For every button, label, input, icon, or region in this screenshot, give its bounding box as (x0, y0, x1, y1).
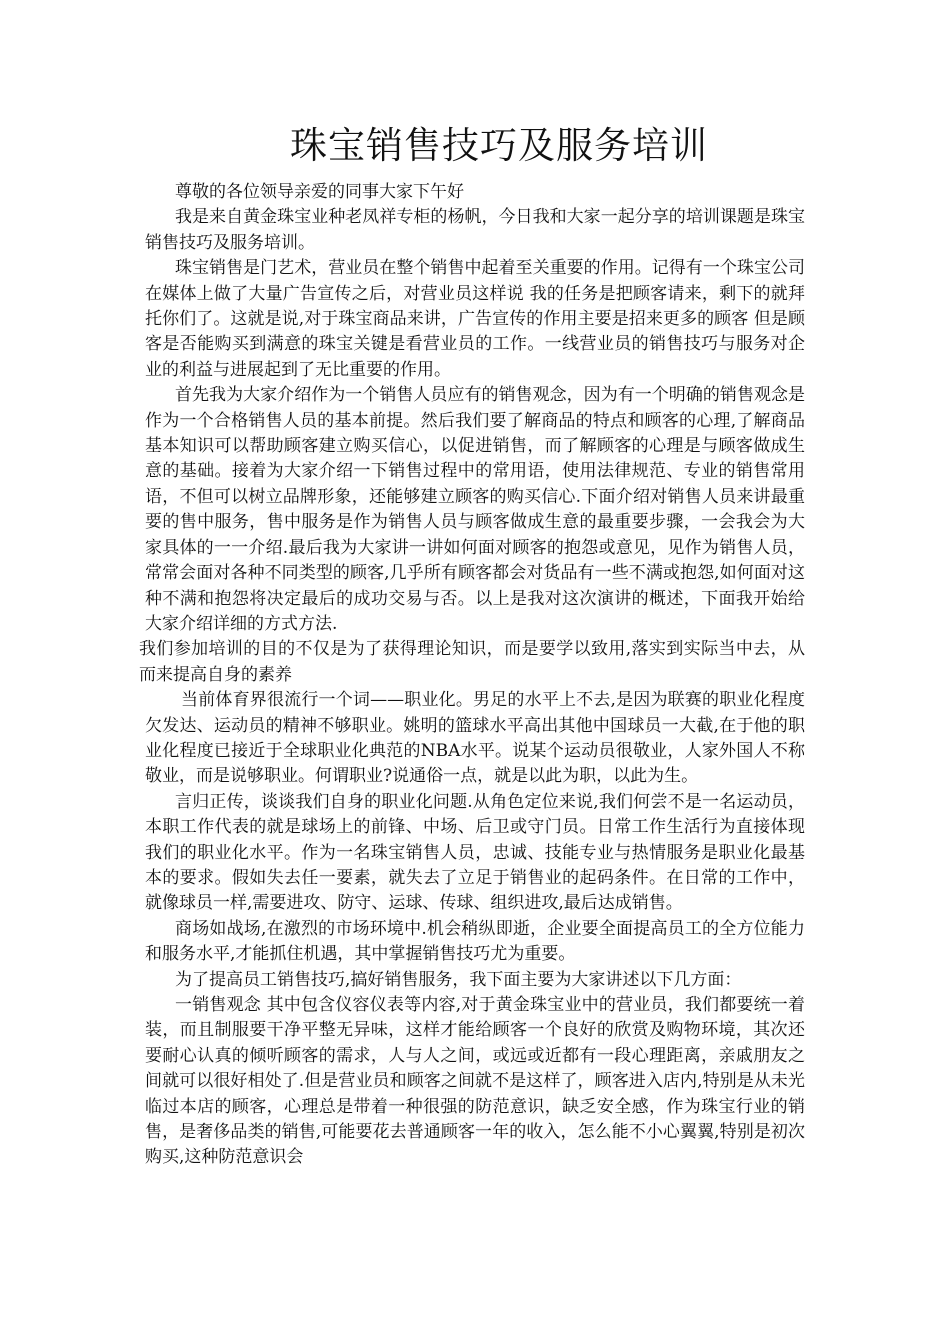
paragraph-introduction: 我是来自黄金珠宝业种老凤祥专柜的杨帆，今日我和大家一起分享的培训课题是珠宝销售技巧及服务培训。 (145, 207, 805, 253)
paragraph-professionalism: 当前体育界很流行一个词——职业化。男足的水平上不去,是因为联赛的职业化程度欠发达、运动员的精神不够职业。姚明的篮球水平高出其他中国球员一大截,在于他的职业化程度已接近于全球职业化典范的NBA水平。说某个运动员很敬业，人家外国人不称敬业，而是说够职业。何谓职业?说通俗一点，就是以此为职，以此为生。 (145, 690, 805, 787)
paragraph-greeting: 尊敬的各位领导亲爱的同事大家下午好 (175, 182, 464, 202)
paragraph-training-purpose: 我们参加培训的目的不仅是为了获得理论知识，而是要学以致用,落实到实际当中去，从而来提高自身的素养 (139, 639, 805, 685)
paragraph-role-positioning: 言归正传，谈谈我们自身的职业化问题.从角色定位来说,我们何尝不是一名运动员，本职工作代表的就是球场上的前锋、中场、后卫或守门员。日常工作生活行为直接体现我们的职业化水平。作为一名珠宝销售人员，忠诚、技能专业与热情服务是职业化最基本的要求。假如失去任一要素，就失去了立足于销售业的起码条件。在日常的工作中，就像球员一样,需要进攻、防守、运球、传球、组织进攻,最后达成销售。 (145, 791, 805, 914)
paragraph-topics-intro: 为了提高员工销售技巧,搞好销售服务，我下面主要为大家讲述以下几方面： (175, 969, 742, 990)
paragraph-sales-concept: 一销售观念 其中包含仪容仪表等内容,对于黄金珠宝业中的营业员，我们都要统一着装，而且制服要干净平整无异味，这样才能给顾客一个良好的欣赏及购物环境，其次还要耐心认真的倾听顾客的需求，人与人之间，或远或近都有一段心理距离，亲戚朋友之间就可以很好相处了.但是营业员和顾客之间就不是这样了，顾客进入店内,特别是从未光临过本店的顾客，心理总是带着一种很强的防范意识，缺乏安全感，作为珠宝行业的销售，是奢侈品类的销售,可能要花去普通顾客一年的收入，怎么能不小心翼翼,特别是初次购买,这种防范意识会 (145, 995, 805, 1168)
paragraph-sales-art: 珠宝销售是门艺术，营业员在整个销售中起着至关重要的作用。记得有一个珠宝公司在媒体上做了大量广告宣传之后，对营业员这样说 我的任务是把顾客请来，剩下的就拜托你们了。这就是说,对于珠宝商品来讲，广告宣传的作用主要是招来更多的顾客 但是顾客是否能购买到满意的珠宝关键是看营业员的工作。一线营业员的销售技巧与服务对企业的利益与进展起到了无比重要的作用。 (145, 258, 805, 380)
paragraph-overview: 首先我为大家介绍作为一个销售人员应有的销售观念，因为有一个明确的销售观念是作为一个合格销售人员的基本前提。然后我们要了解商品的特点和顾客的心理,了解商品基本知识可以帮助顾客建立购买信心，以促进销售，而了解顾客的心理是与顾客做成生意的基础。接着为大家介绍一下销售过程中的常用语，使用法律规范、专业的销售常用语，不但可以树立品牌形象，还能够建立顾客的购买信心.下面介绍对销售人员来讲最重要的售中服务，售中服务是作为销售人员与顾客做成生意的最重要步骤，一会我会为大家具体的一一介绍.最后我为大家讲一讲如何面对顾客的抱怨或意见，见作为销售人员，常常会面对各种不同类型的顾客,几乎所有顾客都会对货品有一些不满或抱怨,如何面对这种不满和抱怨将决定最后的成功交易与否。以上是我对这次演讲的概述，下面我开始给大家介绍详细的方式方法. (145, 385, 805, 634)
document-page (139, 118, 805, 1171)
paragraph-market-competition: 商场如战场,在激烈的市场环境中.机会稍纵即逝，企业要全面提高员工的全方位能力和服务水平,才能抓住机遇，其中掌握销售技巧尤为重要。 (145, 918, 805, 965)
document-title: 珠宝销售技巧及服务培训 (290, 124, 708, 167)
